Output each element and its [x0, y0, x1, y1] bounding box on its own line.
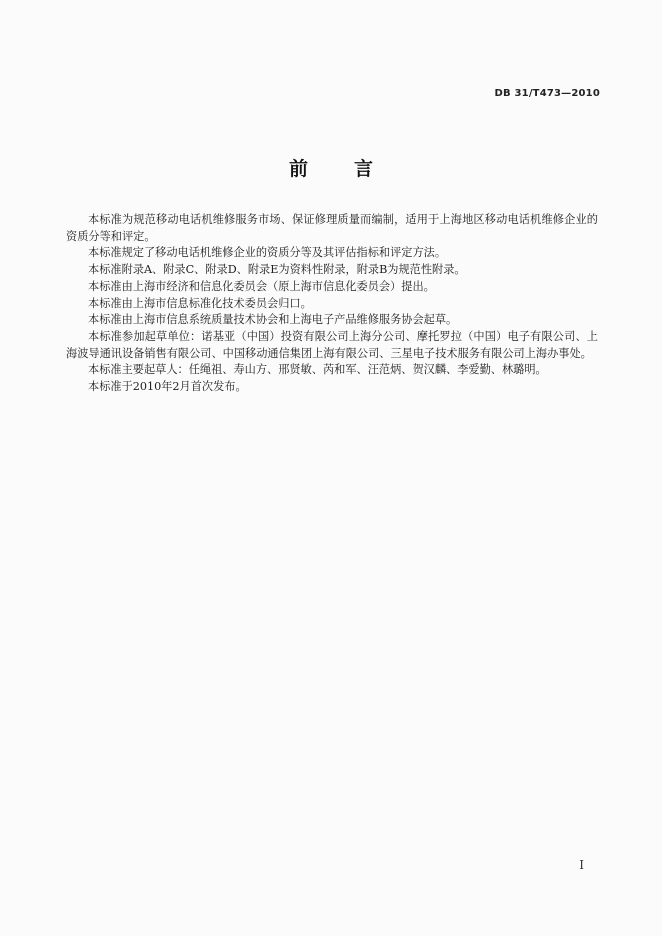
page-number: I: [579, 858, 584, 872]
paragraph-release: 本标准于2010年2月首次发布。: [88, 380, 247, 394]
paragraph-purpose: 本标准为规范移动电话机维修服务市场、保证修理质量而编制，适用于上海地区移动电话机维修企业的资质分等和评定。: [66, 213, 598, 243]
paragraph-appendices: 本标准附录A、附录C、附录D、附录E为资料性附录，附录B为规范性附录。: [88, 263, 466, 277]
paragraph-administrator: 本标准由上海市信息标准化技术委员会归口。: [88, 296, 312, 310]
standard-code: DB 31/T473—2010: [494, 88, 600, 99]
foreword-body: [66, 212, 598, 396]
paragraph-participants: 本标准参加起草单位：诺基亚（中国）投资有限公司上海分公司、摩托罗拉（中国）电子有限公司、上海波导通讯设备销售有限公司、中国移动通信集团上海有限公司、三星电子技术服务有限公司上海办事处。: [66, 329, 598, 360]
paragraph-scope: 本标准规定了移动电话机维修企业的资质分等及其评估指标和评定方法。: [88, 246, 447, 260]
paragraph-drafters: 本标准由上海市信息系统质量技术协会和上海电子产品维修服务协会起草。: [88, 313, 458, 327]
section-title: [0, 154, 662, 181]
title-char-2: 言: [354, 158, 374, 180]
paragraph-authors: 本标准主要起草人：任绳祖、寿山方、邢贤敏、芮和军、汪范炳、贺汉麟、李爱勤、林璐明。: [88, 363, 547, 377]
title-char-1: 前: [288, 158, 308, 180]
paragraph-proposer: 本标准由上海市经济和信息化委员会（原上海市信息化委员会）提出。: [88, 279, 435, 293]
